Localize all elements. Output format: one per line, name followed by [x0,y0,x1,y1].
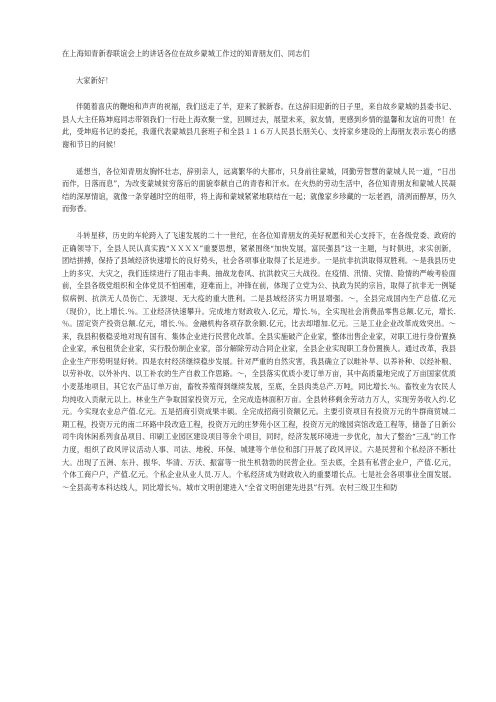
greeting-line: 大家新好！ [76,75,113,85]
body-paragraph-1: 伴随着喜庆的鞭炮和声声的祝福，我们送走了羊，迎来了猴新春。在这辞旧迎新的日子里，来自故乡蒙城的县委书记、县人大主任陈坤庭同志带领我们一行赴上海欢聚一堂，回顾过去，展望未来，叙友情，更感到乡情的温馨和友谊的可贵！在此，受坤庭书记的委托，我谨代表蒙城县几套班子和全县１１６万人民县长朋关心、支持家乡建设的上海朋友表示衷心的感谢和节日的问候！ [62,102,456,149]
body-paragraph-3: 斗转星移，历史的车轮跨入了飞速发展的二十一世纪，在各位知青朋友的美好祝愿和关心支持下，在各级党委、政府的正确领导下，全县人民认真实践“ＸＸＸＸ”重要思想，紧紧围绕“加快发展，富民强县”这一主题，与时俱进，求实创新，团结拼搏，保持了县域经济快速增长的良好势头，社会各项事业取得了长足进步。一是抗非抗洪取得双胜利。～是我县历史上的多灾、大灾之，我们连续进行了阻击非典、抽战龙卷风、抗洪救灾三大战役。在疫情、汛情、灾情、险情的严峻考验面前，全县各级党组织和全体党员不怕困难，迎难而上，冲锋在前，体现了立党为公、执政为民的宗旨，取得了抗非无一例疑似病例、抗洪无人员伤亡、无溃堤、无大疫的重大胜利。二是县域经济实力明显增强。～，全县完成国内生产总值.亿元（现价），比上增长.％。工业经济快速攀升。完成地方财政收入.亿元，增长.％，全实现社会消费品零售总额.亿元，增长.％。固定资产投资总额.亿元，增长.％。金融机构各项存款余额.亿元，比去却增加.亿元。三是工业企业改革成效突出。～来，我县积极稳妥地对现有国有、集体企业进行民营化改革。全县实施破产企业家，整体出售企业家，对职工进行身份置换企业家，承包租赁企业家，实行股份制企业家，部分解除劳动合同企业家，全县企业实现职工身份置换人。通过改革，我县企业生产形势明显好转。四是农村经济继续稳步发展。针对严重的自然灾害，我县确立了以畦补旱、以养补种、以经补粮、以劳补收、以外补内、以工补农的生产自救工作思路。～，全县落实优质小麦订单万亩，其中高质量地完成了万亩国家优质小麦基地项目，其它农产品订单万亩，畜牧养殖得到继续发展，至底，全县肉类总产.万吨，同比增长.％。畜牧业为农民人均纯收入贡献元以上。林业生产争取国家投资万元，全完成造林面积万亩。全县转移剩余劳动力万人，实现劳务收入约.亿元。今实现农业总产值.亿元。五是招商引资成果丰硕。全完成招商引资额亿元。主要引资项目有投资万元的牛群商贸城二期工程，投资万元的南二环路中段改造工程，投资万元的庄梦苑小区工程，投资万元的缘园宾馆改造工程等，储备了日新公司牛肉休闲系列食品项目、印刷工业园区建设项目等余个项目，同时，经济发展环境进一步优化，加大了整治“三乱”的工作力度，组织了政风评议活动人事、司法、地税、环保、城建等个单位和部门开展了政风评议。六是民营和个私经济不断壮大。出现了五洲、东升、振华、华清、万沃、振富等一批生机勃勃的民营企业。至去底，全县有私营企业户，产值.亿元，个体工商户户，产值.亿元。个私企业从业人员.万人。个私经济成为财政收入的重要增长点。七是社会各项事业全面发展。～全县高考本科达线人，同比增长％。城市文明创建进入“全省文明创建先进县”行列。农村三级卫生和防 [62,230,456,492]
document-title: 在上海知青新春联谊会上的讲话各位在故乡蒙城工作过的知青朋友们、同志们 [62,49,310,58]
body-paragraph-2: 遥想当，各位知青朋友胸怀壮志，辞别亲人，远离繁华的大都市，只身前往蒙城，同勤劳智慧的蒙城人民一道，“日出而作，日落而息”，为改变蒙城贫穷落后的面貌奉献自己的青春和汗水。在火热的劳动生活中，各位知青朋友和蒙城人民凝结的深厚情谊，就像一条穿越时空的纽带，将上海和蒙城紧紧地联结在一起；就像家乡珍藏的一坛老酒，清洌而醇厚，历久而弥香。 [62,166,456,214]
